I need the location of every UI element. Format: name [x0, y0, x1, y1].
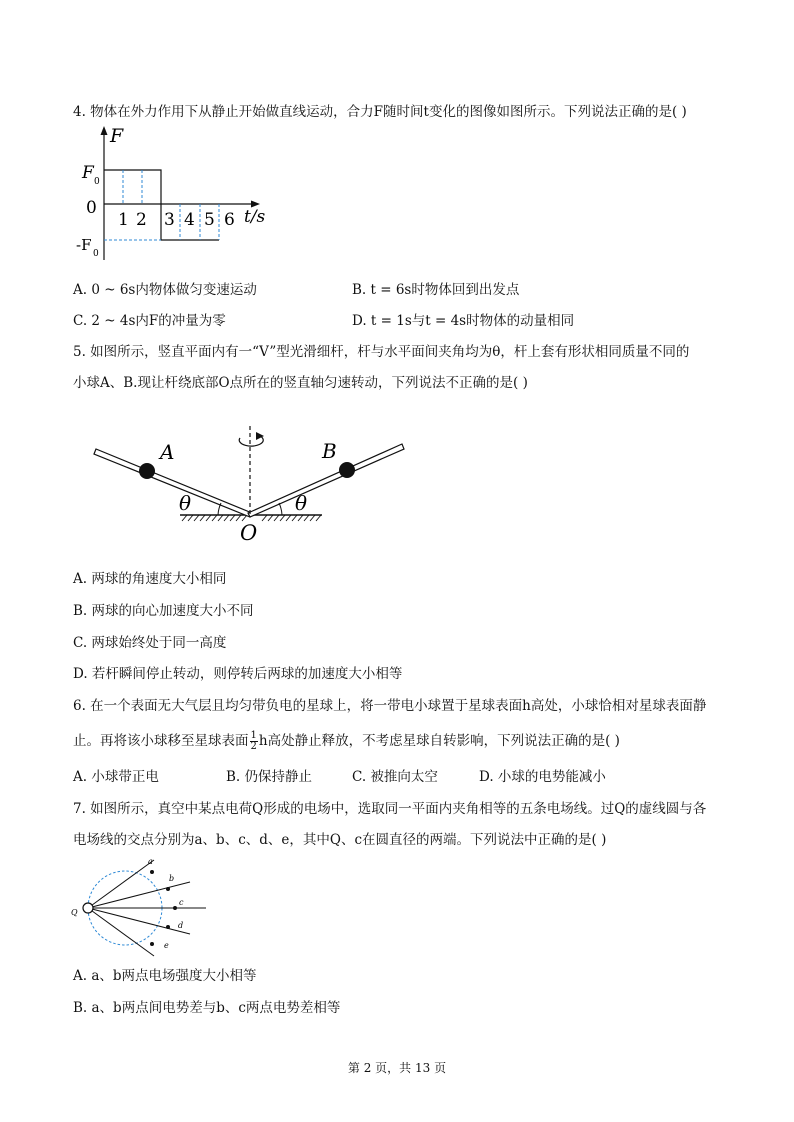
q4-option-b[interactable]: B. t = 6s时物体回到出发点 — [352, 282, 520, 298]
q4-origin-label: 0 — [86, 198, 97, 218]
q5-theta-left: θ — [179, 491, 192, 515]
q4-f0-subscript: 0 — [94, 177, 100, 187]
q4-option-c[interactable]: C. 2 ~ 4s内F的冲量为零 — [73, 313, 226, 329]
q4-neg-f0-subscript: 0 — [93, 249, 99, 259]
q4-tick-3: 3 — [164, 210, 175, 230]
q4-option-d[interactable]: D. t = 1s与t = 4s时物体的动量相同 — [352, 313, 575, 329]
q6-option-d[interactable]: D. 小球的电势能减小 — [479, 769, 606, 785]
q5-option-c[interactable]: C. 两球始终处于同一高度 — [73, 635, 227, 651]
q7-point-a-label: a — [148, 857, 153, 866]
q7-electric-field-figure — [68, 852, 218, 960]
q7-option-b[interactable]: B. a、b两点间电势差与b、c两点电势差相等 — [73, 1000, 341, 1016]
q4-t-axis-label: t/s — [244, 207, 266, 227]
q5-pivot-o-label: O — [240, 521, 258, 545]
q7-stem-line-1: 7. 如图所示，真空中某点电荷Q形成的电场中，选取同一平面内夹角相等的五条电场线。过Q的虚线圆与各 — [73, 801, 707, 817]
q5-ball-b-label: B — [322, 439, 337, 463]
q4-tick-1: 1 — [118, 210, 129, 230]
q5-option-d[interactable]: D. 若杆瞬间停止转动，则停转后两球的加速度大小相等 — [73, 666, 403, 682]
q6-stem-line-2 — [73, 731, 620, 752]
q5-theta-right: θ — [295, 491, 308, 515]
q7-point-b-label: b — [169, 874, 175, 883]
q5-option-a[interactable]: A. 两球的角速度大小相同 — [73, 571, 227, 587]
q6-stem-line-1: 6. 在一个表面无大气层且均匀带负电的星球上，将一带电小球置于星球表面h高处，小球恰相对星球表面静 — [73, 698, 707, 714]
q4-option-a[interactable]: A. 0 ~ 6s内物体做匀变速运动 — [73, 282, 257, 298]
q6-option-b[interactable]: B. 仍保持静止 — [226, 769, 313, 785]
q6-option-a[interactable]: A. 小球带正电 — [73, 769, 159, 785]
q4-y-axis-label: F — [110, 125, 124, 147]
q5-stem-line-2: 小球A、B.现让杆绕底部O点所在的竖直轴匀速转动，下列说法不正确的是( ) — [73, 375, 528, 391]
q7-charge-q-label: Q — [71, 908, 78, 917]
q5-v-rod-figure — [90, 422, 420, 546]
q6-fraction — [250, 731, 258, 752]
page-footer: 第 2 页，共 13 页 — [347, 1061, 447, 1075]
q4-tick-5: 5 — [204, 210, 215, 230]
q7-point-e-label: e — [164, 941, 169, 950]
q4-stem: 4. 物体在外力作用下从静止开始做直线运动，合力F随时间t变化的图像如图所示。下列说法正确的是( ) — [73, 104, 687, 120]
q6-option-c[interactable]: C. 被推向太空 — [352, 769, 438, 785]
q7-stem-line-2: 电场线的交点分别为a、b、c、d、e，其中Q、c在圆直径的两端。下列说法中正确的是( ) — [73, 832, 607, 848]
q4-tick-4: 4 — [184, 210, 195, 230]
q7-point-c-label: c — [179, 898, 184, 907]
q4-f0-label: F — [82, 163, 94, 183]
q5-option-b[interactable]: B. 两球的向心加速度大小不同 — [73, 603, 254, 619]
q6-fraction-denominator: 2 — [250, 741, 257, 752]
q7-option-a[interactable]: A. a、b两点电场强度大小相等 — [73, 968, 257, 984]
q7-point-d-label: d — [178, 921, 184, 930]
q6-stem-line-2-pre: 止。再将该小球移至星球表面 — [73, 733, 249, 749]
q5-ball-a-label: A — [160, 440, 175, 464]
q4-neg-f0-label: -F — [76, 236, 92, 254]
q4-tick-6: 6 — [224, 210, 235, 230]
q4-tick-2: 2 — [136, 210, 147, 230]
q6-fraction-numerator: 1 — [250, 730, 257, 741]
q4-force-time-graph — [76, 124, 276, 272]
q5-stem-line-1: 5. 如图所示，竖直平面内有一“V”型光滑细杆，杆与水平面间夹角均为θ，杆上套有形状相同质量不同的 — [73, 344, 690, 360]
q6-stem-line-2-post: h高处静止释放，不考虑星球自转影响，下列说法正确的是( ) — [258, 733, 620, 749]
